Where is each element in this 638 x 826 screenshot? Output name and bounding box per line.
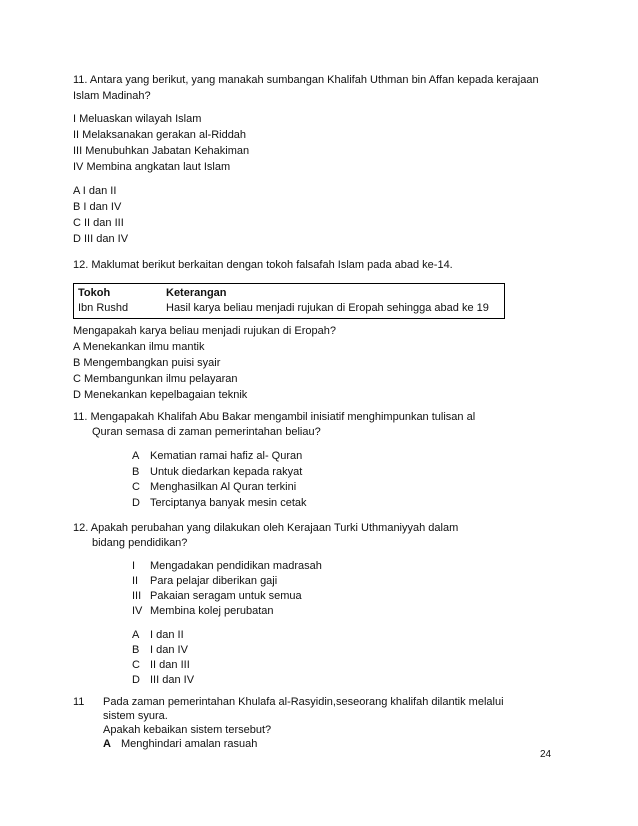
q12b-option-c-text: II dan III xyxy=(150,659,190,671)
q11a-option-b: B I dan IV xyxy=(73,201,122,213)
q11b-option-c-letter: C xyxy=(132,481,140,493)
q12a-option-c: C Membangunkan ilmu pelayaran xyxy=(73,373,238,385)
q11b-stem-line2: Quran semasa di zaman pemerintahan beliau? xyxy=(92,426,321,438)
q12a-option-a: A Menekankan ilmu mantik xyxy=(73,341,205,353)
q11c-option-a-letter: A xyxy=(103,738,111,750)
page-number: 24 xyxy=(540,749,552,760)
q11a-option-c: C II dan III xyxy=(73,217,124,229)
q12b-option-c-letter: C xyxy=(132,659,140,671)
q11b-option-b-letter: B xyxy=(132,466,140,478)
q11c-stem-line3: Apakah kebaikan sistem tersebut? xyxy=(103,724,272,736)
q12b-statement-4-num: IV xyxy=(132,605,143,617)
q11c-number: 11 xyxy=(73,696,85,708)
q12b-statement-2-num: II xyxy=(132,575,139,587)
table-header-keterangan: Keterangan xyxy=(166,287,227,299)
q11c-stem-line2: sistem syura. xyxy=(103,710,168,722)
q11b-option-d-text: Terciptanya banyak mesin cetak xyxy=(150,497,307,509)
q12a-question: Mengapakah karya beliau menjadi rujukan di Eropah? xyxy=(73,325,336,337)
q11a-statement-2: II Melaksanakan gerakan al-Riddah xyxy=(73,129,247,141)
q11a-stem-line2: Islam Madinah? xyxy=(73,90,151,102)
q11a-statement-1: I Meluaskan wilayah Islam xyxy=(73,113,202,125)
q12b-option-d-text: III dan IV xyxy=(150,674,195,686)
q11b-stem-line1: 11. Mengapakah Khalifah Abu Bakar mengambil inisiatif menghimpunkan tulisan al xyxy=(73,411,476,423)
q11b-option-c-text: Menghasilkan Al Quran terkini xyxy=(150,481,297,493)
q12a-stem: 12. Maklumat berikut berkaitan dengan tokoh falsafah Islam pada abad ke-14. xyxy=(73,259,453,271)
q11a-statement-3: III Menubuhkan Jabatan Kehakiman xyxy=(73,145,250,157)
q11b-option-d-letter: D xyxy=(132,497,140,509)
q11a-option-d: D III dan IV xyxy=(73,233,129,245)
q12b-option-b-letter: B xyxy=(132,644,140,656)
q12b-option-a-text: I dan II xyxy=(150,629,184,641)
q11b-option-a-letter: A xyxy=(132,450,140,462)
q12a-option-b: B Mengembangkan puisi syair xyxy=(73,357,221,369)
q11a-option-a: A I dan II xyxy=(73,185,117,197)
q12b-stem-line1: 12. Apakah perubahan yang dilakukan oleh Kerajaan Turki Uthmaniyyah dalam xyxy=(73,522,459,534)
table-cell-tokoh: Ibn Rushd xyxy=(78,302,129,314)
q12a-option-d: D Menekankan kepelbagaian teknik xyxy=(73,389,248,401)
q12b-stem-line2: bidang pendidikan? xyxy=(92,537,188,549)
q11a-statement-4: IV Membina angkatan laut Islam xyxy=(73,161,231,173)
q12b-statement-4-text: Membina kolej perubatan xyxy=(150,605,274,617)
q11a-stem-line1: 11. Antara yang berikut, yang manakah sumbangan Khalifah Uthman bin Affan kepada kerajaan xyxy=(73,74,539,86)
q12b-option-a-letter: A xyxy=(132,629,140,641)
q12b-statement-1-num: I xyxy=(132,560,136,572)
q11b-option-b-text: Untuk diedarkan kepada rakyat xyxy=(150,466,303,478)
q12b-statement-2-text: Para pelajar diberikan gaji xyxy=(150,575,278,587)
table-cell-keterangan: Hasil karya beliau menjadi rujukan di Eropah sehingga abad ke 19 xyxy=(166,302,489,314)
q12b-statement-1-text: Mengadakan pendidikan madrasah xyxy=(150,560,322,572)
q12b-option-b-text: I dan IV xyxy=(150,644,188,656)
q11b-option-a-text: Kematian ramai hafiz al- Quran xyxy=(150,450,303,462)
q12b-statement-3-text: Pakaian seragam untuk semua xyxy=(150,590,302,602)
table-header-tokoh: Tokoh xyxy=(78,287,111,299)
q12b-statement-3-num: III xyxy=(132,590,142,602)
q11c-option-a-text: Menghindari amalan rasuah xyxy=(121,738,258,750)
q12b-option-d-letter: D xyxy=(132,674,140,686)
q11c-stem-line1: Pada zaman pemerintahan Khulafa al-Rasyidin,seseorang khalifah dilantik melalui xyxy=(103,696,504,708)
info-table xyxy=(73,283,505,319)
